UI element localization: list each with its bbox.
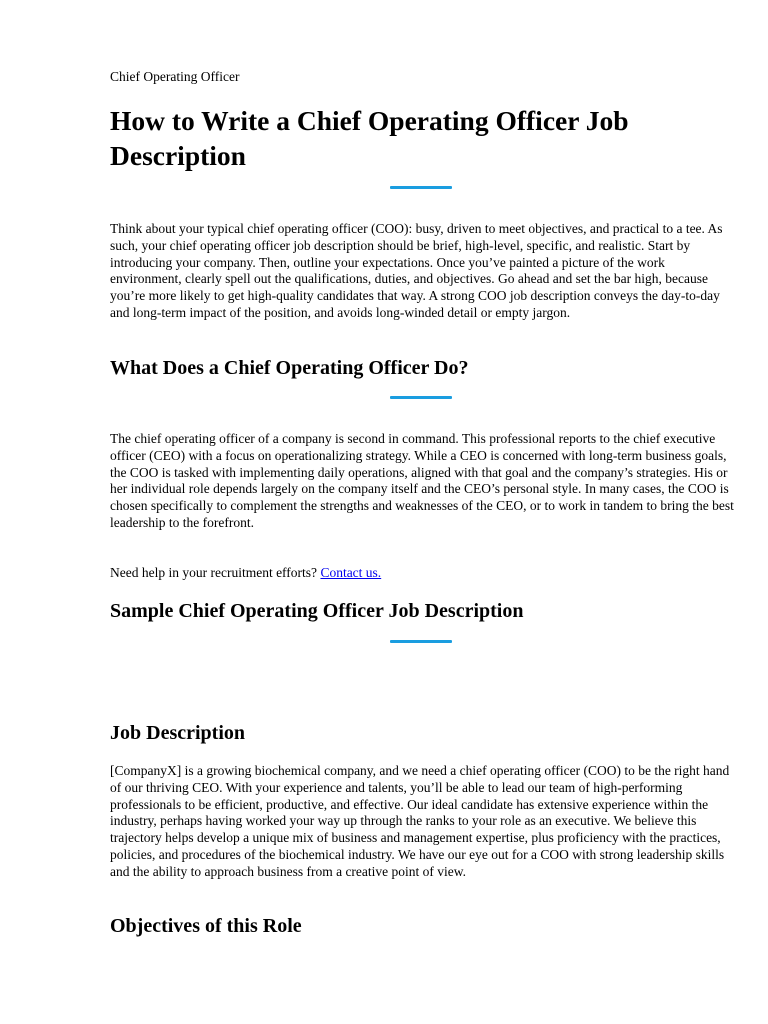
contact-us-link[interactable]: Contact us. (320, 565, 382, 580)
section-heading-sample: Sample Chief Operating Officer Job Description (110, 600, 524, 622)
section-heading-what: What Does a Chief Operating Officer Do? (110, 357, 469, 379)
intro-paragraph: Think about your typical chief operating officer (COO): busy, driven to meet objectives, and practical to a tee. As such, your chief operating officer job description should be brief, high-level, specific, and realistic. Start by introducing your company. Then, outline your expectations. Once you’ve painted a picture of the work environment, clearly spell out the qualifications, duties, and objectives. Go ahead and set the bar high, because you’re more likely to get high-quality candidates that way. A strong COO job description conveys the day-to-day and long-term impact of the position, and avoids long-winded detail or empty jargon. (110, 221, 723, 320)
page-title: How to Write a Chief Operating Officer Job Description (110, 105, 629, 171)
help-text: Need help in your recruitment efforts? (110, 565, 318, 580)
job-description-paragraph: [CompanyX] is a growing biochemical company, and we need a chief operating officer (COO) to be the right hand of our thriving CEO. With your experience and talents, you’ll be able to lead our team of high-performing professionals to be efficient, productive, and effective. Our ideal candidate has extensive experience within the industry, perhaps having worked your way up through the ranks to your role as an executive. We believe this trajectory helps develop a unique mix of business and management expertise, plus proficiency with the practices, policies, and procedures of the biochemical industry. We have our eye out for a COO with strong leadership skills and the ability to approach business from a creative point of view. (110, 763, 730, 879)
section-divider-what (390, 396, 452, 399)
what-paragraph: The chief operating officer of a company is second in command. This professional reports to the chief executive officer (CEO) with a focus on operationalizing strategy. While a CEO is concerned with long-term business goals, the COO is tasked with implementing daily operations, aligned with that goal and the company’s strategies. His or her individual role depends largely on the company itself and the CEO’s personal style. In many cases, the COO is chosen specifically to complement the strengths and weaknesses of the CEO, or to work in tandem to bring the best leadership to the forefront. (110, 431, 734, 530)
title-divider (390, 186, 452, 189)
section-heading-objectives: Objectives of this Role (110, 915, 302, 937)
breadcrumb: Chief Operating Officer (110, 69, 240, 84)
help-line (110, 565, 735, 582)
section-divider-sample (390, 640, 452, 643)
section-heading-job-description: Job Description (110, 722, 245, 744)
